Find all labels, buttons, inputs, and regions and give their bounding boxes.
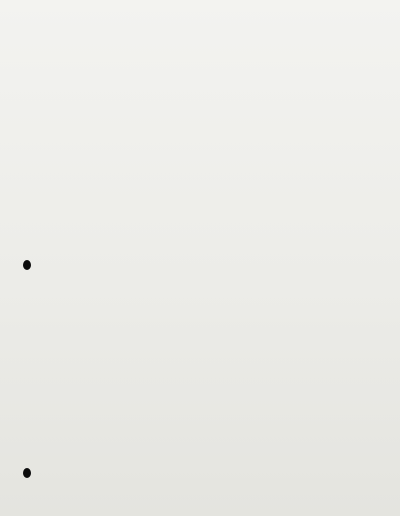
punch-hole: [23, 468, 31, 478]
punch-hole: [23, 260, 31, 270]
